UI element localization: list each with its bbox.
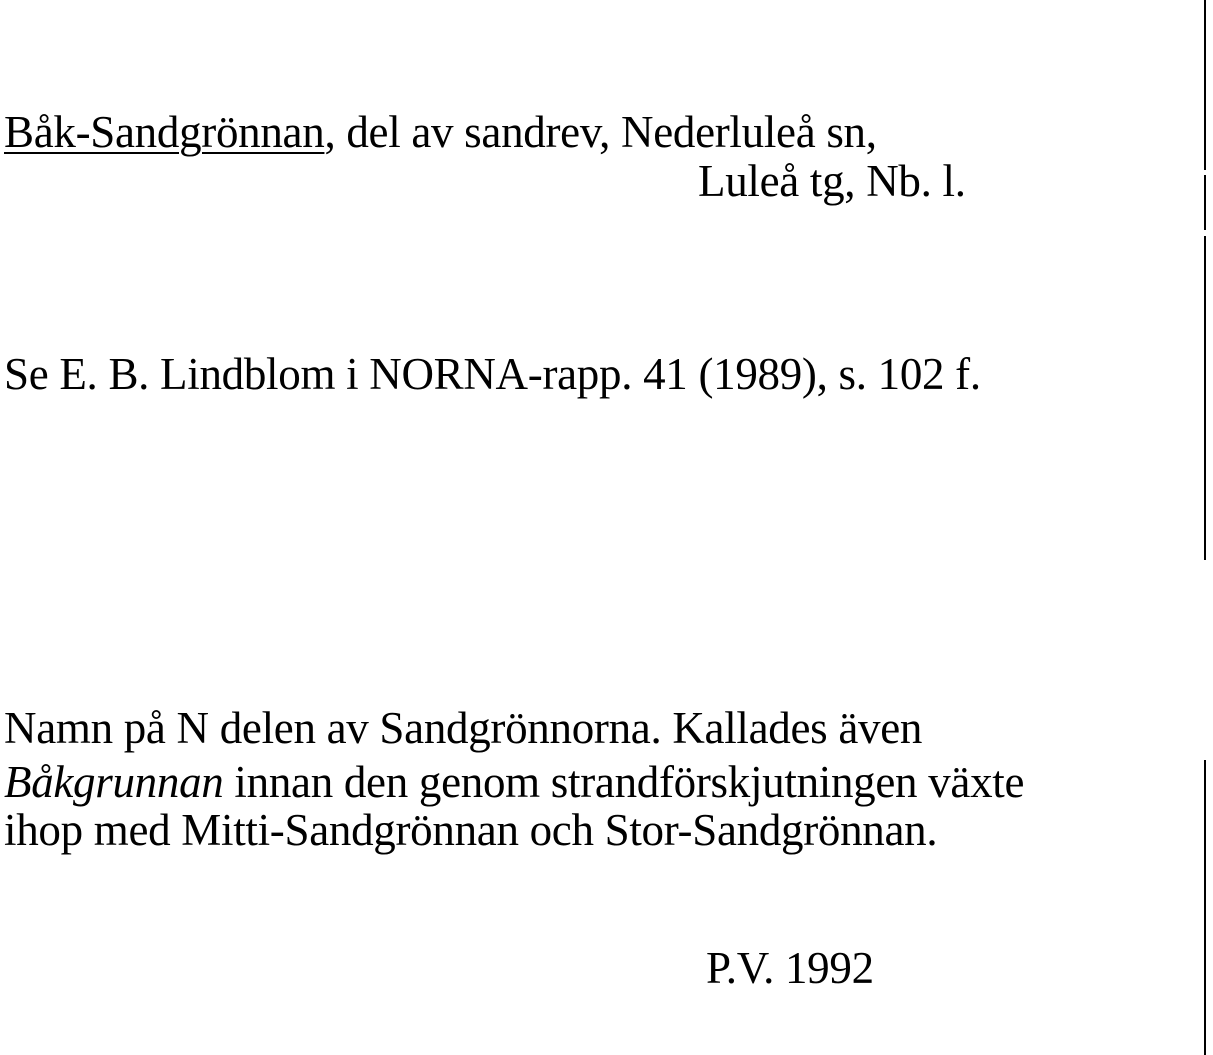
description-line-2 xyxy=(4,758,1024,806)
card-edge-border xyxy=(1204,0,1206,1055)
reference-line: Se E. B. Lindblom i NORNA-rapp. 41 (1989), s. 102 f. xyxy=(4,349,981,399)
heading-rest: , del av sandrev, Nederluleå sn, xyxy=(324,107,877,157)
description-line-2-rest: innan den genom strandförskjutningen växte xyxy=(223,757,1025,807)
description-line-1: Namn på N delen av Sandgrönnorna. Kallades även xyxy=(4,703,923,753)
heading-line-1 xyxy=(4,108,877,156)
alt-name: Båkgrunnan xyxy=(4,757,224,807)
headword: Båk-Sandgrönnan xyxy=(4,107,325,157)
heading-line-2: Luleå tg, Nb. l. xyxy=(698,156,966,206)
signature: P.V. 1992 xyxy=(706,943,874,993)
description-line-3: ihop med Mitti-Sandgrönnan och Stor-Sandgrönnan. xyxy=(4,805,938,855)
